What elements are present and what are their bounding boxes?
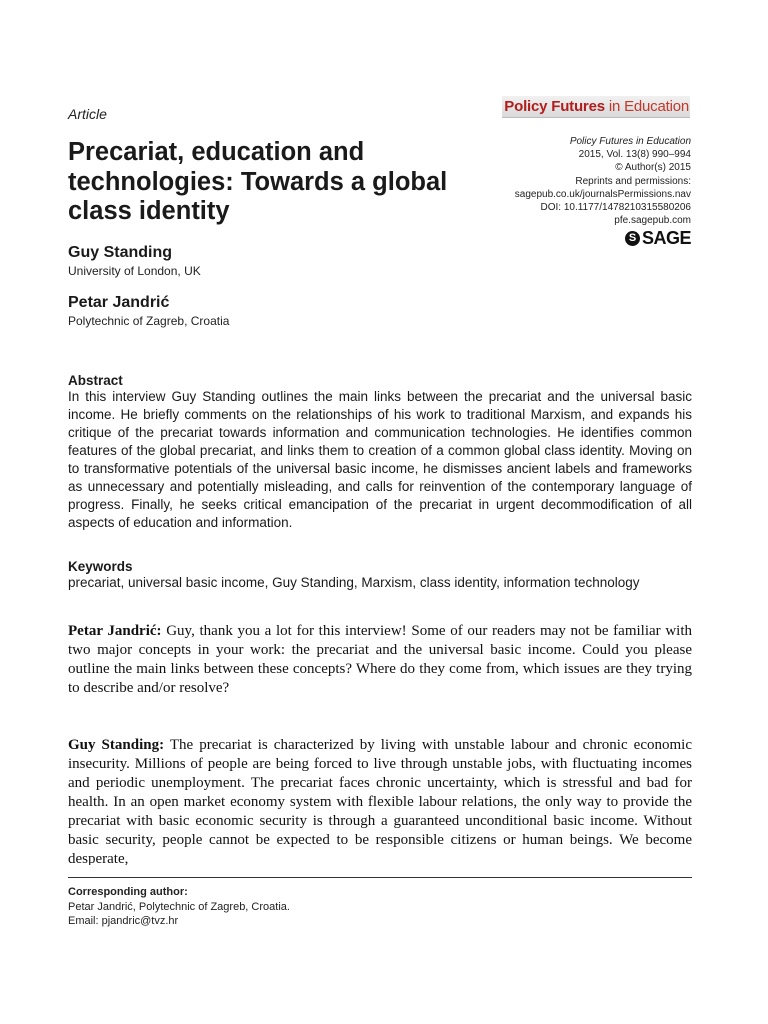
footnote-affiliation: Petar Jandrić, Polytechnic of Zagreb, Croatia. bbox=[68, 900, 290, 913]
speaker-name: Petar Jandrić: bbox=[68, 623, 162, 639]
journal-logo-part2: in Education bbox=[604, 98, 689, 115]
footnote-email[interactable]: Email: pjandric@tvz.hr bbox=[68, 915, 179, 927]
abstract-heading: Abstract bbox=[68, 373, 123, 388]
meta-copyright: © Author(s) 2015 bbox=[615, 162, 691, 174]
author-name: Guy Standing bbox=[68, 244, 172, 261]
meta-journal: Policy Futures in Education bbox=[569, 136, 691, 147]
abstract-section bbox=[68, 373, 692, 532]
keywords-section bbox=[68, 559, 708, 592]
meta-doi[interactable]: DOI: 10.1177/1478210315580206 bbox=[540, 202, 691, 214]
meta-permissions-link[interactable]: sagepub.co.uk/journalsPermissions.nav bbox=[514, 188, 691, 200]
article-type-label: Article bbox=[68, 106, 107, 122]
journal-logo-part1: Policy Futures bbox=[504, 98, 605, 115]
keywords-text: precariat, universal basic income, Guy Standing, Marxism, class identity, information technology bbox=[68, 575, 640, 590]
journal-logo bbox=[502, 96, 690, 118]
meta-site-link[interactable]: pfe.sagepub.com bbox=[614, 215, 691, 227]
author-affiliation: University of London, UK bbox=[68, 264, 201, 278]
keywords-heading: Keywords bbox=[68, 559, 133, 574]
publisher-logo bbox=[625, 228, 691, 249]
interview-paragraph bbox=[68, 622, 692, 698]
abstract-text: In this interview Guy Standing outlines the main links between the precariat and the universal basic income. He briefly comments on the relationships of his work to traditional Marxism, and expands his critique of the precariat towards information and communication technologies. He identifies common features of the global precariat, and links them to creation of a common global class identity. Moving on to transformative potentials of the universal basic income, he dismisses ancient labels and frameworks as unnecessary and potentially misleading, and calls for reinvention of the contemporary language of progress. Finally, he seeks critical emancipation of the precariat in urgent decommodification of all aspects of education and information. bbox=[68, 389, 692, 530]
paragraph-text: Guy, thank you a lot for this interview! Some of our readers may not be familiar with two major concepts in your work: the precariat and the universal basic income. Could you please outline the main links between these concepts? Where do they come from, which issues are they trying to describe and/or resolve? bbox=[68, 623, 692, 696]
paragraph-text: The precariat is characterized by living with unstable labour and chronic economic insecurity. Millions of people are being forced to live through unstable jobs, with fluctuating incomes and periodic unemployment. The precariat faces chronic uncertainty, which is stressful and bad for health. In an open market economy system with flexible labour relations, the only way to provide the precariat with basic economic security is through a guaranteed unconditional basic income. Without basic security, people cannot be expected to be responsible citizens or human beings. We become desperate, bbox=[68, 737, 692, 865]
interview-paragraph bbox=[68, 736, 692, 865]
publisher-name: SAGE bbox=[641, 228, 691, 248]
footnote-divider bbox=[68, 877, 692, 878]
footnote-heading: Corresponding author: bbox=[68, 886, 188, 898]
article-title: Precariat, education and technologies: Towards a global class identity bbox=[68, 138, 448, 225]
speaker-name: Guy Standing: bbox=[68, 737, 165, 753]
author-affiliation: Polytechnic of Zagreb, Croatia bbox=[68, 314, 230, 328]
author-block bbox=[68, 294, 229, 328]
author-block bbox=[68, 244, 201, 278]
sage-mark-icon: S bbox=[625, 231, 640, 246]
corresponding-author-footnote bbox=[68, 885, 692, 929]
author-name: Petar Jandrić bbox=[68, 294, 170, 311]
meta-reprints: Reprints and permissions: bbox=[575, 175, 691, 187]
meta-volume: 2015, Vol. 13(8) 990–994 bbox=[578, 149, 691, 161]
